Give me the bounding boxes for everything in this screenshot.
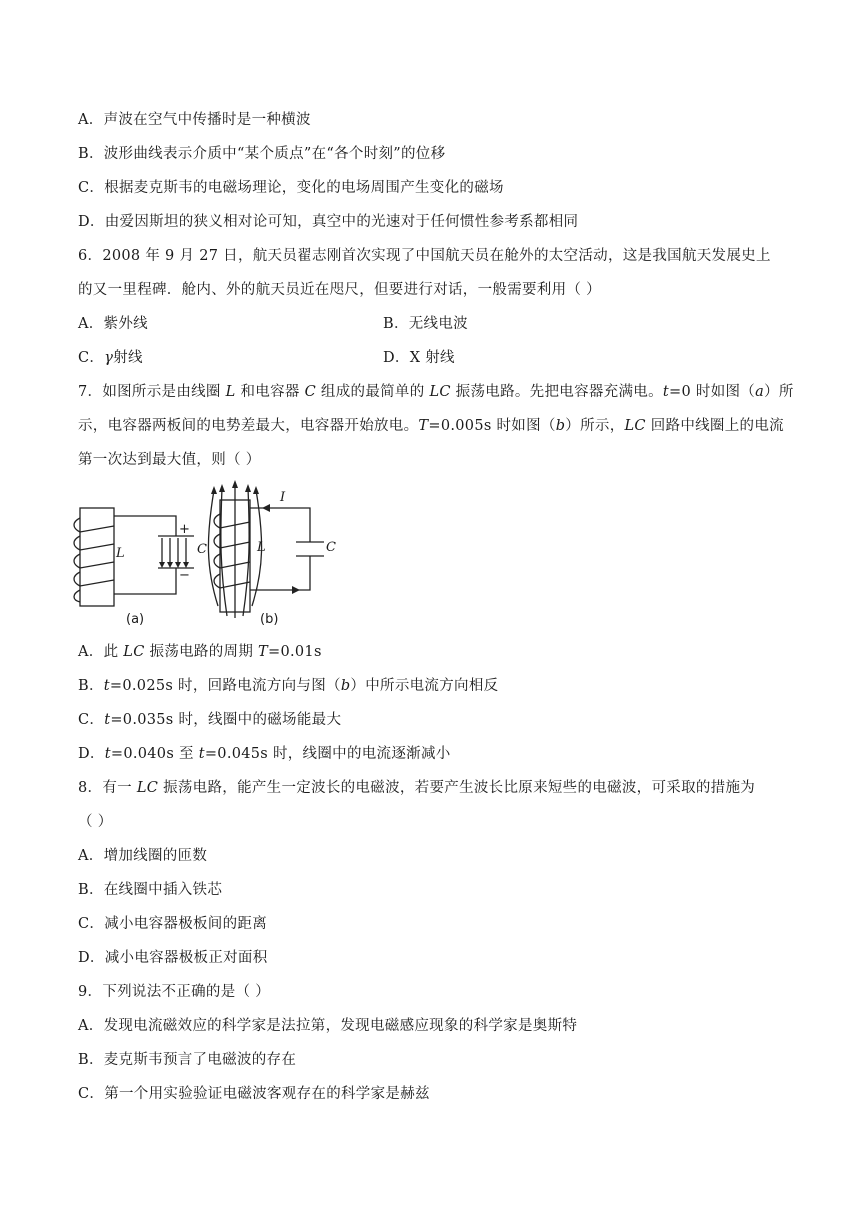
label-minus: −: [179, 568, 190, 583]
q8-stem-line1: 8．有一 LC 振荡电路，能产生一定波长的电磁波，若要产生波长比原来短些的电磁波，可采取的措施为: [78, 780, 756, 796]
q8-option-d: D．减小电容器极板正对面积: [78, 950, 268, 966]
q6-option-b: B．无线电波: [383, 316, 468, 332]
label-C-a: C: [197, 542, 207, 557]
label-L-a: L: [116, 546, 125, 561]
label-C-b: C: [326, 540, 336, 555]
lc-circuit-figure: [70, 478, 350, 630]
lc-circuit-diagram: [70, 478, 350, 630]
q6-option-c: [78, 348, 143, 368]
coil-core-a: [80, 508, 114, 606]
q9-option-a: A．发现电流磁效应的科学家是法拉第，发现电磁感应现象的科学家是奥斯特: [78, 1018, 578, 1034]
label-current-I: I: [280, 490, 286, 505]
q9-stem: 9．下列说法不正确的是（ ）: [78, 984, 271, 1000]
q7-option-b: B．t=0.025s 时，回路电流方向与图（b）中所示电流方向相反: [78, 678, 499, 694]
q6-stem-line2: 的又一里程碑．舱内、外的航天员近在咫尺，但要进行对话，一般需要利用（ ）: [78, 282, 601, 298]
q5-option-b: B．波形曲线表示介质中“某个质点”在“各个时刻”的位移: [78, 146, 446, 162]
q7-stem-line1: 7．如图所示是由线圈 L 和电容器 C 组成的最简单的 LC 振荡电路。先把电容器充满电。t=0 时如图（a）所: [78, 384, 794, 400]
caption-b: (b): [260, 612, 279, 627]
q6-option-a: A．紫外线: [78, 316, 148, 332]
q5-option-c: C．根据麦克斯韦的电磁场理论，变化的电场周围产生变化的磁场: [78, 180, 504, 196]
q6-c-prefix: C．: [78, 350, 105, 366]
q7-stem-line2: 示，电容器两板间的电势差最大，电容器开始放电。T=0.005s 时如图（b）所示，LC 回路中线圈上的电流: [78, 418, 784, 434]
q8-stem-line2: （ ）: [78, 814, 113, 830]
q6-c-suffix: 射线: [113, 350, 143, 366]
q9-option-b: B．麦克斯韦预言了电磁波的存在: [78, 1052, 297, 1068]
q7-option-a: A．此 LC 振荡电路的周期 T=0.01s: [78, 644, 322, 660]
q5-option-a: A．声波在空气中传播时是一种横波: [78, 112, 311, 128]
label-plus: +: [179, 522, 190, 537]
caption-a: (a): [126, 612, 145, 627]
q7-option-d: D．t=0.040s 至 t=0.045s 时，线圈中的电流逐渐减小: [78, 746, 451, 762]
label-L-b: L: [257, 540, 266, 555]
q7-stem-line3: 第一次达到最大值，则（ ）: [78, 452, 261, 468]
q7-option-c: C．t=0.035s 时，线圈中的磁场能最大: [78, 712, 342, 728]
q8-option-b: B．在线圈中插入铁芯: [78, 882, 223, 898]
q5-option-d: D．由爱因斯坦的狭义相对论可知，真空中的光速对于任何惯性参考系都相同: [78, 214, 579, 230]
q9-option-c: C．第一个用实验验证电磁波客观存在的科学家是赫兹: [78, 1086, 430, 1102]
q8-option-a: A．增加线圈的匝数: [78, 848, 208, 864]
q6-stem-line1: 6．2008 年 9 月 27 日，航天员翟志刚首次实现了中国航天员在舱外的太空活动，这是我国航天发展史上: [78, 248, 771, 264]
q6-option-d: D．X 射线: [383, 350, 455, 366]
q6-c-symbol: γ: [104, 350, 114, 366]
q8-option-c: C．减小电容器极板间的距离: [78, 916, 267, 932]
